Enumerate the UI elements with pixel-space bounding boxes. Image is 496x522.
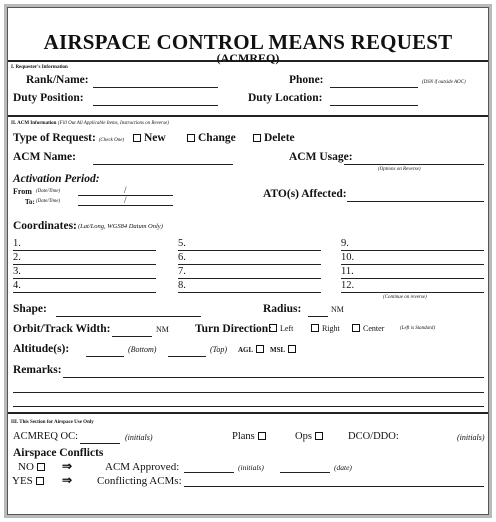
type-of-request-label: Type of Request: (Check One) (13, 132, 125, 144)
acm-usage-label: ACM Usage: (289, 151, 353, 163)
coord-1-label: 1. (13, 238, 21, 249)
coord-3-field[interactable] (13, 278, 156, 279)
dco-ddo-initials: (initials) (457, 433, 485, 442)
from-label: From (13, 187, 32, 196)
from-slash: / (124, 185, 127, 195)
coordinates-label: Coordinates: (13, 220, 77, 232)
coord-5-field[interactable] (178, 250, 321, 251)
turn-right-option[interactable]: Right (308, 324, 340, 333)
ops-checkbox[interactable] (315, 432, 323, 440)
request-change-option[interactable]: Change (184, 132, 236, 144)
radius-label: Radius: (263, 303, 302, 315)
acm-approved-date-field[interactable] (280, 472, 330, 473)
section3-heading: III. This Section for Airspace Use Only (11, 420, 94, 425)
ato-affected-label: ATO(s) Affected: (263, 188, 347, 200)
coord-2-field[interactable] (13, 264, 156, 265)
duty-position-field[interactable] (93, 105, 218, 106)
acm-approved-initials: (initials) (238, 463, 264, 472)
turn-direction-label: Turn Direction: (195, 323, 272, 335)
conflicts-yes-checkbox[interactable] (36, 477, 44, 485)
to-field[interactable] (78, 205, 173, 206)
altitude-bottom-note: (Bottom) (128, 345, 157, 354)
duty-location-label: Duty Location: (248, 92, 323, 104)
from-date-time-note: (Date/Time) (36, 189, 61, 194)
to-slash: / (124, 195, 127, 205)
change-checkbox[interactable] (187, 134, 195, 142)
turn-left-checkbox[interactable] (269, 324, 277, 332)
duty-location-field[interactable] (330, 105, 418, 106)
coord-10-field[interactable] (341, 264, 484, 265)
msl-checkbox[interactable] (288, 345, 296, 353)
acmreq-oc-label: ACMREQ OC: (13, 431, 79, 442)
form-subtitle: (ACMREQ) (216, 51, 280, 65)
coord-9-label: 9. (341, 238, 349, 249)
radius-field[interactable] (308, 316, 328, 317)
phone-note: (DSN if outside AOC) (422, 80, 466, 85)
activation-period-label: Activation Period: (13, 173, 100, 185)
shape-field[interactable] (56, 316, 201, 317)
form-frame (7, 7, 489, 515)
orbit-width-label: Orbit/Track Width: (13, 323, 111, 335)
orbit-width-unit: NM (156, 325, 169, 334)
phone-label: Phone: (289, 74, 324, 86)
ato-affected-field[interactable] (347, 201, 484, 202)
airspace-use-section (8, 414, 488, 520)
rank-name-field[interactable] (93, 87, 218, 88)
delete-checkbox[interactable] (253, 134, 261, 142)
to-date-time-note: (Date/Time) (36, 199, 61, 204)
coord-8-field[interactable] (178, 292, 321, 293)
acmreq-oc-initials: (initials) (125, 433, 153, 442)
turn-right-checkbox[interactable] (311, 324, 319, 332)
coord-11-label: 11. (341, 266, 354, 277)
remarks-line-2[interactable] (13, 392, 484, 393)
acm-approved-label: ACM Approved: (105, 461, 180, 473)
requester-section (8, 62, 488, 117)
conflicts-no-option[interactable]: NO (18, 461, 48, 473)
acm-approved-initials-field[interactable] (184, 472, 234, 473)
coord-4-field[interactable] (13, 292, 156, 293)
altitude-top-note: (Top) (210, 345, 228, 354)
conflicts-no-checkbox[interactable] (37, 463, 45, 471)
coord-1-field[interactable] (13, 250, 156, 251)
remarks-label: Remarks: (13, 364, 62, 376)
plans-option[interactable]: Plans (232, 431, 269, 442)
coord-9-field[interactable] (341, 250, 484, 251)
new-checkbox[interactable] (133, 134, 141, 142)
conflicting-acms-label: Conflicting ACMs: (97, 475, 182, 487)
no-arrow-icon: ⇒ (62, 459, 73, 473)
duty-position-label: Duty Position: (13, 92, 84, 104)
request-new-option[interactable]: New (130, 132, 166, 144)
altitude-top-field[interactable] (168, 356, 206, 357)
to-label: To: (25, 198, 35, 206)
coordinates-note: (Lat/Long, WGS84 Datum Only) (78, 223, 163, 230)
altitudes-label: Altitude(s): (13, 343, 70, 355)
conflicts-yes-option[interactable]: YES (12, 475, 47, 487)
coord-3-label: 3. (13, 266, 21, 277)
form-header (8, 8, 488, 65)
acm-name-label: ACM Name: (13, 151, 76, 163)
coord-6-label: 6. (178, 252, 186, 263)
phone-field[interactable] (330, 87, 418, 88)
plans-checkbox[interactable] (258, 432, 266, 440)
shape-label: Shape: (13, 303, 47, 315)
ops-option[interactable]: Ops (295, 431, 326, 442)
acm-name-field[interactable] (93, 164, 233, 165)
turn-left-option[interactable]: Left (269, 324, 293, 333)
continue-reverse-note: (Continue on reverse) (383, 295, 427, 300)
acmreq-oc-field[interactable] (80, 443, 120, 444)
left-standard-note: (Left is Standard) (400, 326, 436, 331)
altitude-bottom-field[interactable] (86, 356, 124, 357)
orbit-width-field[interactable] (112, 336, 152, 337)
form-page (4, 4, 492, 518)
coord-7-label: 7. (178, 266, 186, 277)
coord-11-field[interactable] (341, 278, 484, 279)
acm-usage-field[interactable] (344, 164, 484, 165)
coord-12-field[interactable] (341, 292, 484, 293)
radius-unit: NM (331, 305, 344, 314)
coord-10-label: 10. (341, 252, 355, 263)
airspace-conflicts-label: Airspace Conflicts (13, 447, 104, 459)
remarks-line-3[interactable] (13, 406, 484, 407)
conflicting-acms-field[interactable] (184, 486, 484, 487)
coord-12-label: 12. (341, 280, 355, 291)
request-delete-option[interactable]: Delete (250, 132, 295, 144)
dco-ddo-label: DCO/DDO: (348, 431, 399, 442)
yes-arrow-icon: ⇒ (62, 473, 73, 487)
section2-heading: II. ACM Information (11, 121, 57, 126)
turn-center-checkbox[interactable] (352, 324, 360, 332)
section2-heading-note: (Fill Out All Applicable Items, Instructions on Reverse) (58, 121, 169, 126)
coord-2-label: 2. (13, 252, 21, 263)
section1-heading: I. Requester's Information (11, 65, 68, 70)
turn-center-option[interactable]: Center (349, 324, 384, 333)
remarks-line-1[interactable] (63, 377, 484, 378)
msl-option[interactable]: MSL (270, 345, 299, 354)
coord-8-label: 8. (178, 280, 186, 291)
agl-checkbox[interactable] (256, 345, 264, 353)
acm-usage-note: (Options on Reverse) (378, 167, 421, 172)
acm-approved-date: (date) (334, 463, 352, 472)
rank-name-label: Rank/Name: (26, 74, 89, 86)
coord-6-field[interactable] (178, 264, 321, 265)
coord-5-label: 5. (178, 238, 186, 249)
form-title: AIRSPACE CONTROL MEANS REQUEST (43, 30, 453, 54)
acm-information-section (8, 117, 488, 414)
coord-7-field[interactable] (178, 278, 321, 279)
agl-option[interactable]: AGL (238, 345, 267, 354)
coord-4-label: 4. (13, 280, 21, 291)
